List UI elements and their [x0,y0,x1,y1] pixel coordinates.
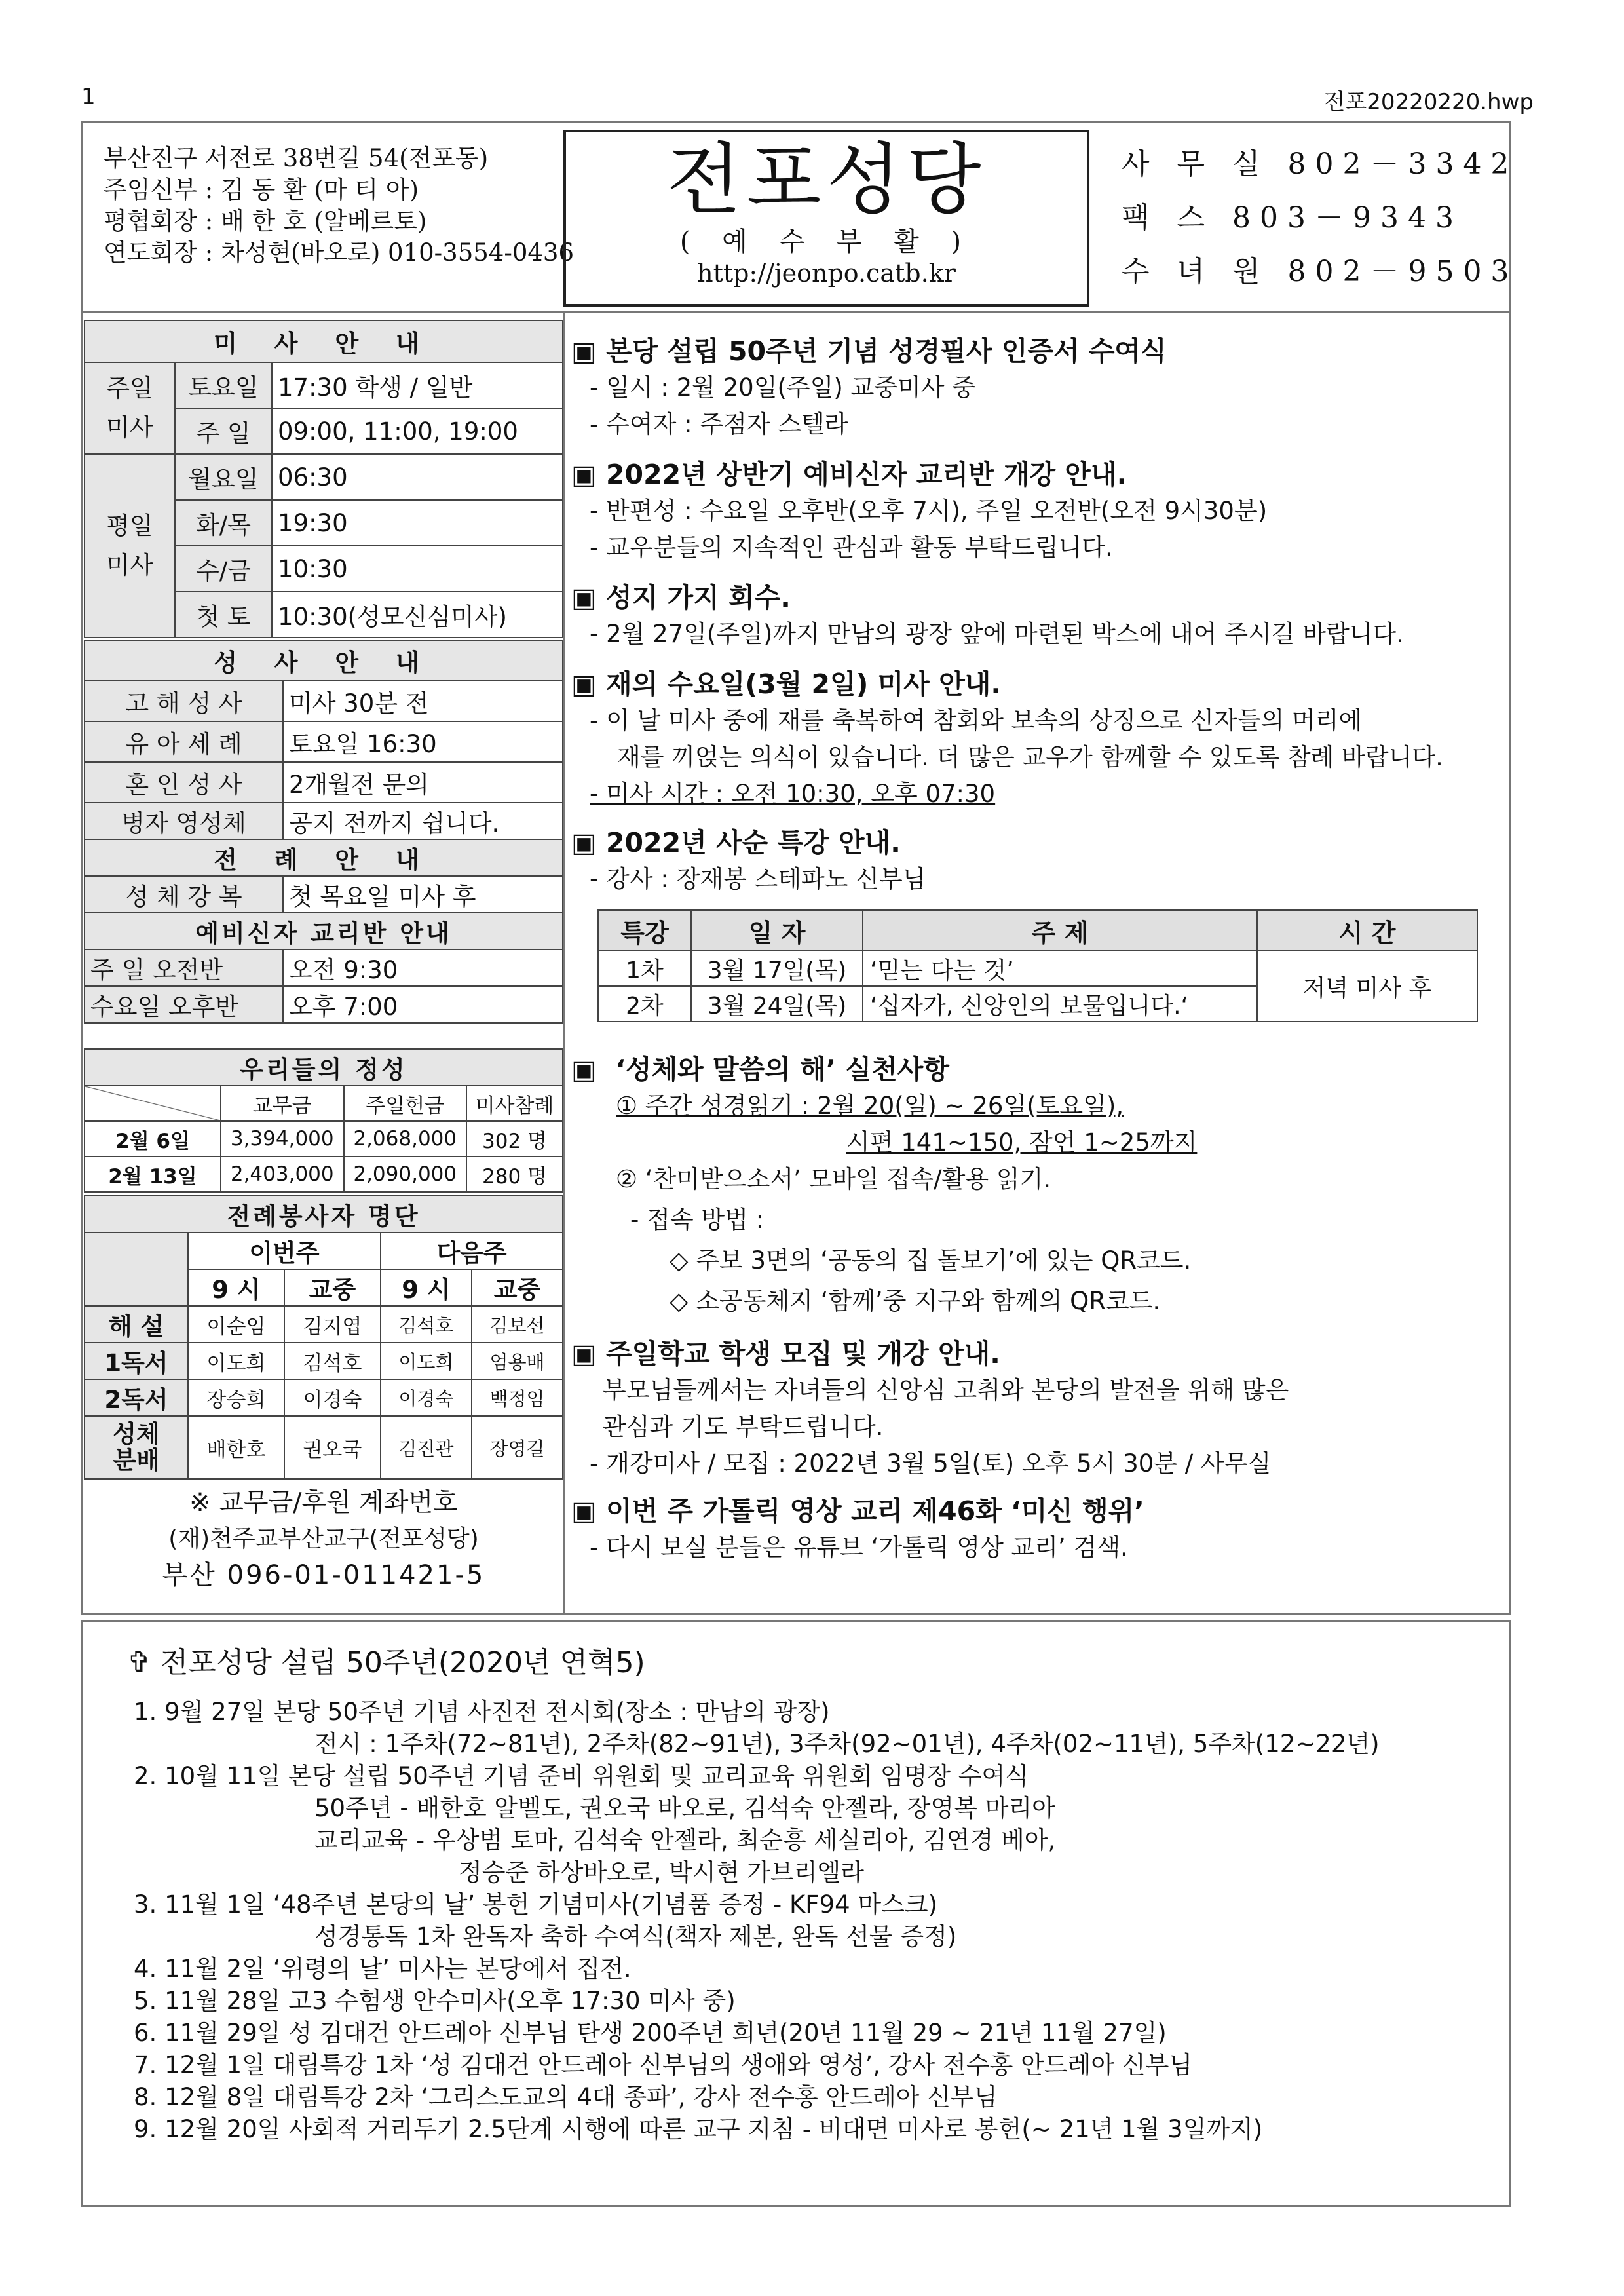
notice-line: - 일시 : 2월 20일(주일) 교중미사 중 [590,373,976,402]
server-role: 2독서 [85,1379,188,1416]
notice-line: - 반편성 : 수요일 오후반(오후 7시), 주일 오전반(오전 9시30분) [590,497,1268,525]
servers-sub: 9 시 [188,1269,284,1306]
server-name: 이경숙 [284,1379,381,1416]
notices-column [571,333,1443,898]
server-name: 배한호 [188,1416,284,1479]
history-item: 1. 9월 27일 본당 50주년 기념 사진전 전시회(장소 : 만남의 광장) [134,1698,830,1726]
column-divider [563,313,565,1613]
server-role: 성체 분배 [85,1416,188,1479]
history-item: 50주년 - 배한호 알벨도, 권오국 바오로, 김석숙 안젤라, 장영복 마리아 [314,1794,1055,1822]
server-name: 장승희 [188,1379,284,1416]
square-bullet-icon: ▣ [571,1054,597,1085]
server-role: 1독서 [85,1343,188,1379]
mass-time: 19:30 [272,500,563,546]
lecture-topic: ‘십자가, 신앙인의 보물입니다.‘ [863,986,1257,1022]
servers-table [84,1195,563,1480]
mass-time: 06:30 [272,454,563,500]
square-bullet-icon: ▣ [571,668,597,700]
sacrament-name: 고 해 성 사 [85,681,283,721]
parish-title: 전포성당 [666,134,987,225]
server-name: 권오국 [284,1416,381,1479]
account-title: ※ 교무금/후원 계좌번호 [189,1488,458,1518]
history-item: 3. 11월 1일 ‘48주년 본당의 날’ 봉헌 기념미사(기념품 증정 - KF94 마스크) [134,1890,938,1919]
history-title: ✞ 전포성당 설립 50주년(2020년 연혁5) [127,1646,645,1679]
servers-sub: 교중 [472,1269,563,1306]
server-name: 김지엽 [284,1306,381,1343]
fax-number: 팩 스 803－9343 [1122,201,1463,235]
servers-sub: 9 시 [381,1269,472,1306]
notice-line: 관심과 기도 부탁드립니다. [603,1413,884,1441]
liturgy-name: 성 체 강 복 [85,876,283,913]
lecture-no: 2차 [598,986,691,1022]
lecture-header: 일 자 [691,910,863,951]
liturgical-season: ( 예 수 부 활 ) [679,227,973,257]
notice-line: 재를 끼얹는 의식이 있습니다. 더 많은 교우가 함께할 수 있도록 참례 바랍니다. [617,743,1443,771]
offering-col: 주일헌금 [344,1086,467,1121]
offering-amount: 2,090,000 [344,1157,467,1192]
notice-line: 부모님들께서는 자녀들의 신앙심 고취와 본당의 발전을 위해 많은 [603,1376,1289,1404]
offering-amount: 2,068,000 [344,1121,467,1157]
servers-heading: 전례봉사자 명단 [85,1196,563,1233]
sacrament-value: 2개월전 문의 [283,762,563,803]
square-bullet-icon: ▣ [571,459,597,490]
history-item: 6. 11월 29일 성 김대건 안드레아 신부님 탄생 200주년 희년(20년 11월 29 ~ 21년 11월 27일) [134,2019,1167,2047]
offering-date: 2월 13일 [85,1157,221,1192]
lecture-header: 시 간 [1257,910,1477,951]
lecture-header: 특강 [598,910,691,951]
offering-col: 교무금 [221,1086,344,1121]
offering-diagonal-cell [85,1086,221,1121]
history-item: 성경통독 1차 완독자 축하 수여식(책자 제본, 완독 선물 증정) [314,1923,957,1951]
server-name: 엄용배 [472,1343,563,1379]
mass-time: 09:00, 11:00, 19:00 [272,408,563,454]
sacrament-name: 혼 인 성 사 [85,762,283,803]
bible-reading-line: - 접속 방법 : [630,1206,765,1234]
contact-numbers [1122,138,1518,299]
lecture-table [597,909,1478,1022]
file-name: 전포20220220.hwp [1323,89,1534,115]
notice-line: - 2월 27일(주일)까지 만남의 광장 앞에 마련된 박스에 내어 주시길 바랍니다. [590,620,1404,648]
sacrament-table [84,640,563,1024]
offering-amount: 3,394,000 [221,1121,344,1157]
server-name: 백정임 [472,1379,563,1416]
catechumen-class: 수요일 오후반 [85,986,283,1023]
server-name: 이도희 [188,1343,284,1379]
server-name: 장영길 [472,1416,563,1479]
notice-title: ▣ 성지 가지 회수. [571,582,791,613]
sacrament-value: 공지 전까지 쉽니다. [283,803,563,839]
notice-line: - 이 날 미사 중에 재를 축복하여 참회와 보속의 상징으로 신자들의 머리에 [590,706,1363,735]
server-role: 해 설 [85,1306,188,1343]
mass-day: 월요일 [175,454,272,500]
servers-blank [85,1233,188,1306]
lecture-date: 3월 17일(목) [691,951,863,986]
square-bullet-icon: ▣ [571,335,597,367]
mass-time: 10:30(성모신심미사) [272,592,563,638]
notice-title: ▣ 2022년 사순 특강 안내. [571,827,901,858]
mass-heading: 미 사 안 내 [85,320,563,362]
title-box [563,130,1089,307]
office-phone: 사 무 실 802－3342 [1122,147,1519,181]
notice-line: - 강사 : 장재봉 스테파노 신부님 [590,865,926,893]
catechumen-class: 주 일 오전반 [85,949,283,986]
server-name: 김석호 [381,1306,472,1343]
notice-title: ▣ 2022년 상반기 예비신자 교리반 개강 안내. [571,459,1127,490]
bible-reading-line: 시편 141~150, 잠언 1~25까지 [846,1128,1198,1157]
server-name: 김석호 [284,1343,381,1379]
offering-attendance: 302 명 [466,1121,563,1157]
notice-title: ▣ 주일학교 학생 모집 및 개강 안내. [571,1338,1000,1369]
page-number: 1 [81,84,96,110]
bible-reading-line: ◇ 소공동체지 ‘함께’중 지구와 함께의 QR코드. [670,1287,1161,1315]
mass-day: 화/목 [175,500,272,546]
square-bullet-icon: ▣ [571,582,597,613]
elders-president: 연도회장 : 차성현(바오로) 010-3554-0436 [104,239,574,267]
sacrament-value: 토요일 16:30 [283,721,563,762]
mass-table [84,320,563,638]
bible-reading-line: ◇ 주보 3면의 ‘공동의 집 돌보기’에 있는 QR코드. [670,1246,1192,1274]
server-name: 이경숙 [381,1379,472,1416]
history-item: 4. 11월 2일 ‘위령의 날’ 미사는 본당에서 집전. [134,1955,632,1983]
website-url[interactable]: http://jeonpo.catb.kr [697,259,956,288]
history-item: 8. 12월 8일 대림특강 2차 ‘그리스도교의 4대 종파’, 강사 전수홍 안드레아 신부님 [134,2083,998,2111]
notice-title: ▣ ‘성체와 말씀의 해’ 실천사항 [571,1054,949,1085]
history-item: 교리교육 - 우상범 토마, 김석숙 안젤라, 최순흥 세실리아, 김연경 베아, [314,1826,1056,1854]
bible-year-section [571,1051,1289,1566]
liturgy-heading: 전 례 안 내 [85,839,563,876]
square-bullet-icon: ▣ [571,1338,597,1369]
sacrament-name: 유 아 세 례 [85,721,283,762]
server-name: 이도희 [381,1343,472,1379]
mass-time: 10:30 [272,546,563,592]
sunday-mass-label: 주일 미사 [85,362,175,454]
notice-line: - 교우분들의 지속적인 관심과 활동 부탁드립니다. [590,533,1113,562]
next-week-label: 다음주 [381,1233,563,1269]
offering-heading: 우리들의 정성 [85,1049,563,1086]
square-bullet-icon: ▣ [571,827,597,858]
notice-title: ▣ 이번 주 가톨릭 영상 교리 제46화 ‘미신 행위’ [571,1495,1144,1527]
server-name: 이순임 [188,1306,284,1343]
parish-info [104,143,574,269]
servers-sub: 교중 [284,1269,381,1306]
server-name: 김진관 [381,1416,472,1479]
server-name: 김보선 [472,1306,563,1343]
header-divider [81,311,1511,313]
council-president: 평협회장 : 배 한 호 (알베르토) [104,207,427,235]
offering-attendance: 280 명 [466,1157,563,1192]
catechumen-heading: 예비신자 교리반 안내 [85,913,563,949]
offering-table [84,1048,563,1193]
notice-line: - 수여자 : 주점자 스텔라 [590,410,848,438]
bible-reading-line: ① 주간 성경읽기 : 2월 20(일) ~ 26일(토요일), [616,1092,1124,1120]
weekday-mass-label: 평일 미사 [85,454,175,638]
lecture-date: 3월 24일(목) [691,986,863,1022]
sacrament-value: 미사 30분 전 [283,681,563,721]
account-info [84,1485,563,1594]
mass-day: 토요일 [175,362,272,408]
history-item: 7. 12월 1일 대림특강 1차 ‘성 김대건 안드레아 신부님의 생애와 영성’, 강사 전수홍 안드레아 신부님 [134,2051,1193,2079]
liturgy-value: 첫 목요일 미사 후 [283,876,563,913]
mass-day: 수/금 [175,546,272,592]
convent-phone: 수 녀 원 802－9503 [1122,255,1519,288]
account-org: (재)천주교부산교구(전포성당) [168,1525,479,1552]
sacrament-name: 병자 영성체 [85,803,283,839]
lecture-time: 저녁 미사 후 [1257,951,1477,1022]
notice-line: - 개강미사 / 모집 : 2022년 3월 5일(토) 오후 5시 30분 / 사무실 [590,1449,1272,1478]
notice-title: ▣ 재의 수요일(3월 2일) 미사 안내. [571,668,1001,700]
notice-title: ▣ 본당 설립 50주년 기념 성경필사 인증서 수여식 [571,335,1167,367]
lecture-no: 1차 [598,951,691,986]
history-list [134,1696,1380,2145]
history-item: 9. 12월 20일 사회적 거리두기 2.5단계 시행에 따른 교구 지침 - 비대면 미사로 봉헌(~ 21년 1월 3일까지) [134,2115,1263,2143]
offering-amount: 2,403,000 [221,1157,344,1192]
notice-line: - 미사 시간 : 오전 10:30, 오후 07:30 [590,780,996,808]
this-week-label: 이번주 [188,1233,381,1269]
offering-col: 미사참례 [466,1086,563,1121]
pastor: 주임신부 : 김 동 환 (마 티 아) [104,176,419,204]
sacrament-heading: 성 사 안 내 [85,640,563,681]
catechumen-time: 오전 9:30 [283,949,563,986]
history-item: 정승준 하상바오로, 박시현 가브리엘라 [459,1858,864,1886]
lecture-topic: ‘믿는 다는 것’ [863,951,1257,986]
history-item: 2. 10월 11일 본당 설립 50주년 기념 준비 위원회 및 교리교육 위원회 임명장 수여식 [134,1762,1029,1790]
mass-day: 주 일 [175,408,272,454]
bible-reading-line: ② ‘찬미받으소서’ 모바일 접속/활용 읽기. [616,1165,1051,1193]
catechumen-time: 오후 7:00 [283,986,563,1023]
history-item: 전시 : 1주차(72~81년), 2주차(82~91년), 3주차(92~01년), 4주차(02~11년), 5주차(12~22년) [314,1730,1380,1758]
lecture-header: 주 제 [863,910,1257,951]
square-bullet-icon: ▣ [571,1495,597,1527]
mass-time: 17:30 학생 / 일반 [272,362,563,408]
address: 부산진구 서전로 38번길 54(전포동) [104,144,489,172]
offering-date: 2월 6일 [85,1121,221,1157]
account-number: 부산 096-01-011421-5 [162,1560,485,1590]
notice-line: - 다시 보실 분들은 유튜브 ‘가톨릭 영상 교리’ 검색. [590,1533,1128,1561]
history-item: 5. 11월 28일 고3 수험생 안수미사(오후 17:30 미사 중) [134,1987,736,2015]
mass-day: 첫 토 [175,592,272,638]
